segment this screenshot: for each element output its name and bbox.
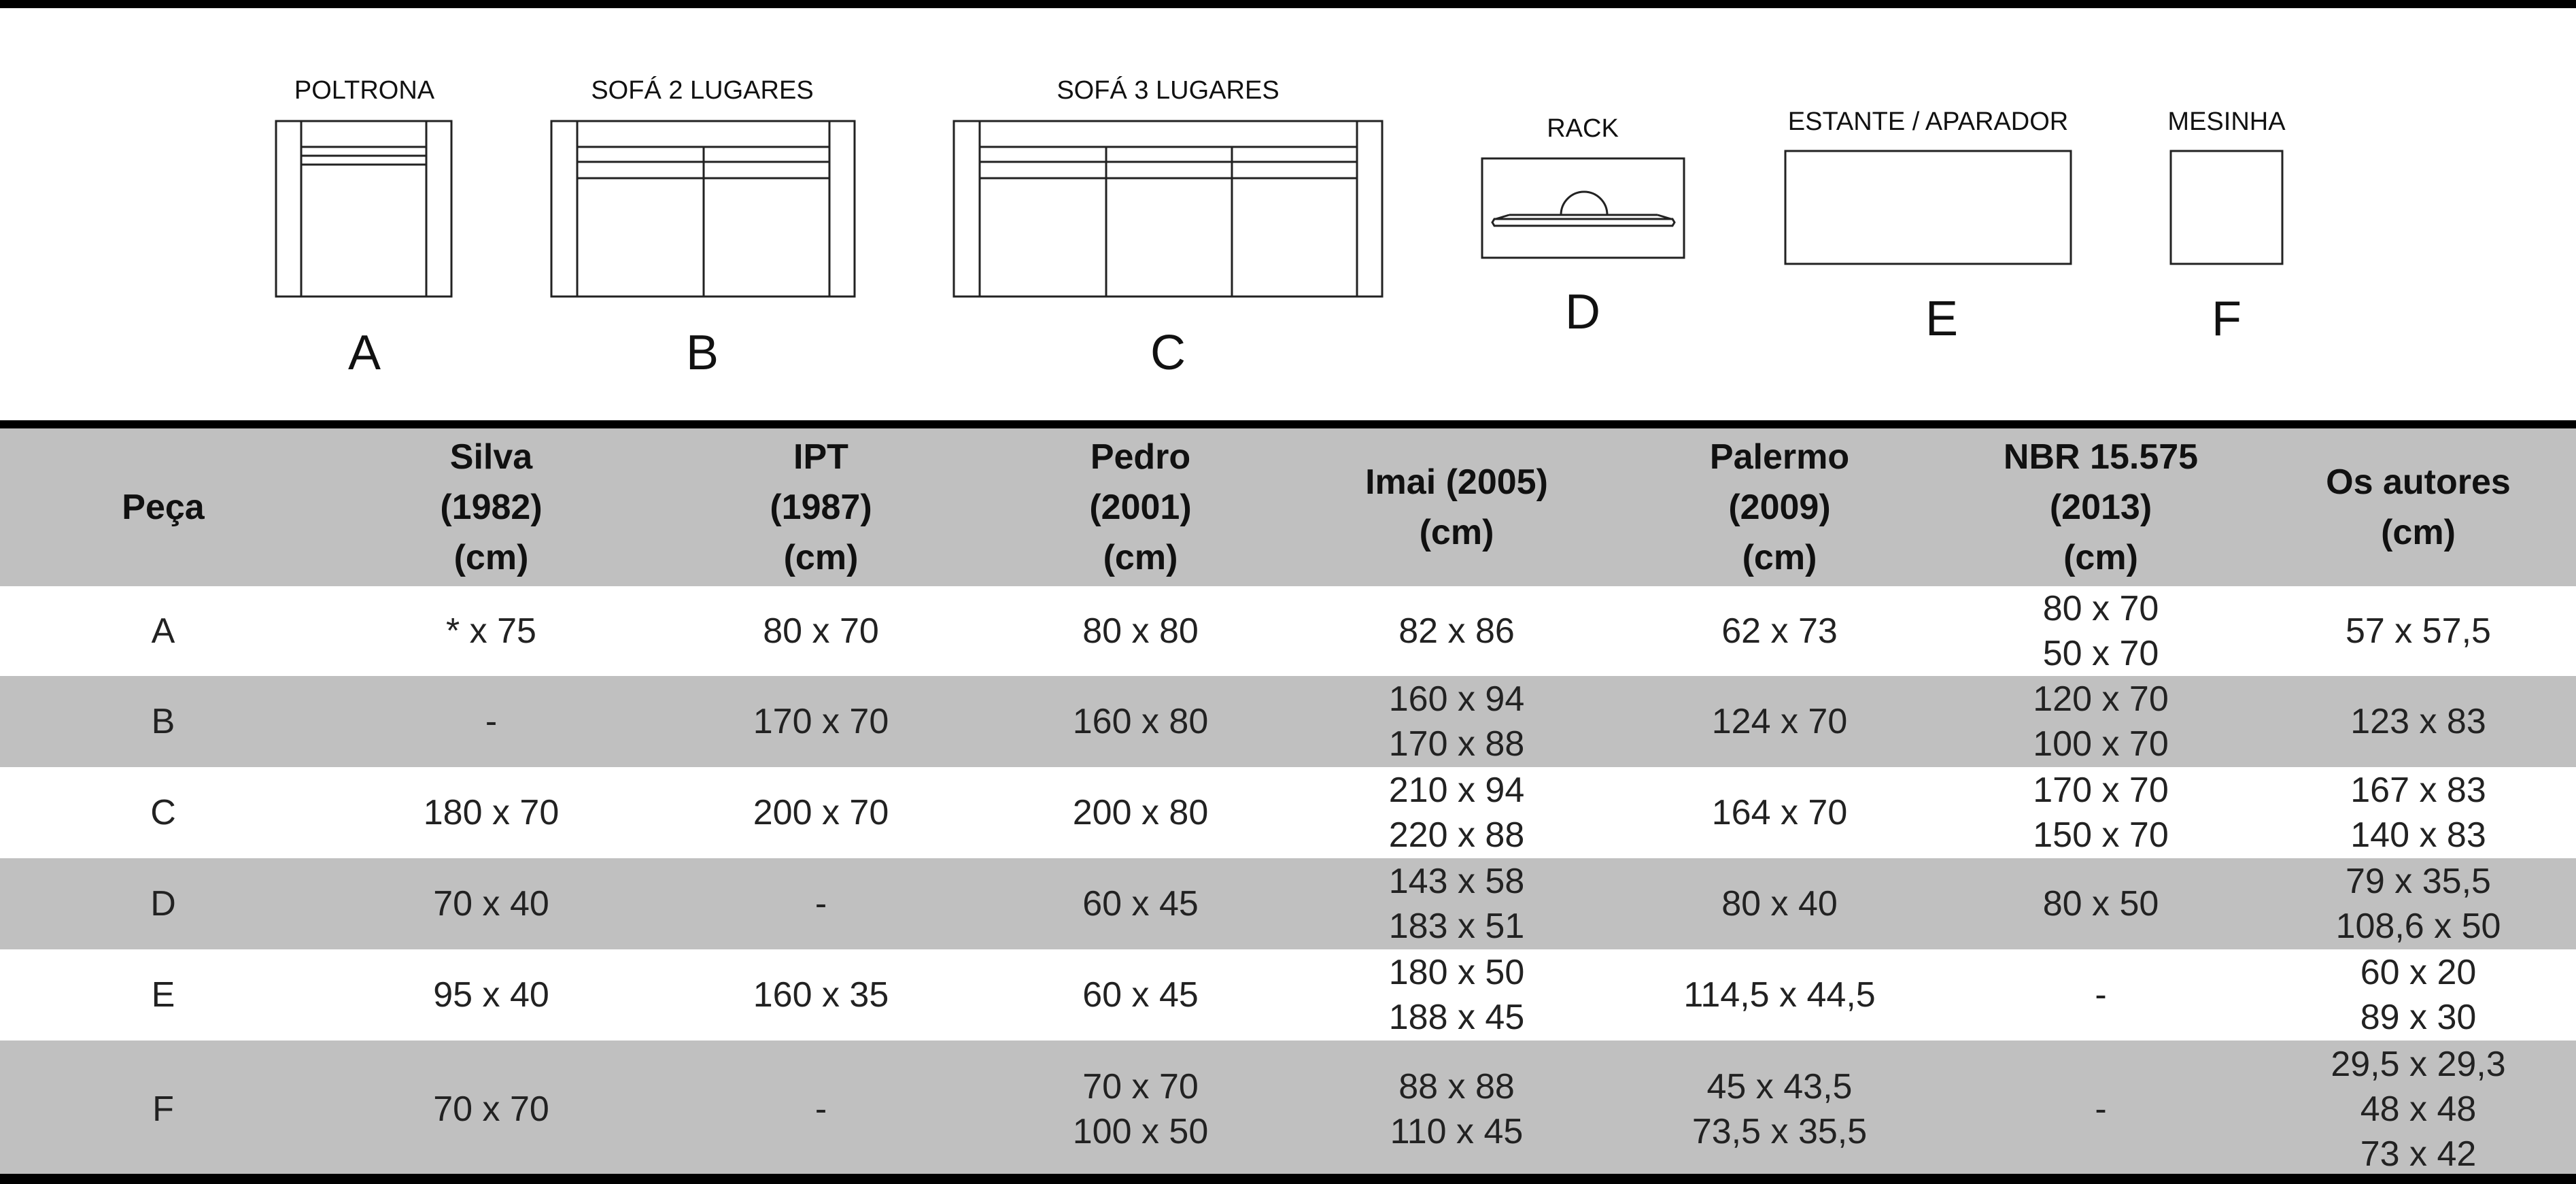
table-row [0,767,2576,858]
cell-value: 70 x 70 [1082,1067,1199,1106]
cell-value: 180 x 50 [1388,953,1525,992]
cell-value: 88 x 88 [1398,1067,1515,1106]
label-sofa-2-lugares: SOFÁ 2 LUGARES [591,76,814,105]
cell-value: E [151,975,175,1015]
column-header-line: IPT [793,437,848,477]
cell-value: 114,5 x 44,5 [1683,975,1876,1015]
cell-value: 200 x 70 [753,793,889,832]
column-header-line: (cm) [1742,538,1817,577]
cell-value: 80 x 80 [1082,611,1199,651]
column-header [2261,428,2576,586]
sofa-3-lugares-drawing [954,121,1382,297]
cell-value: 167 x 83 [2350,771,2486,810]
column-header-line: Palermo [1709,437,1850,477]
cell-value: 200 x 80 [1072,793,1209,832]
cell-value: * x 75 [446,611,536,651]
cell-value: 160 x 94 [1388,679,1525,719]
dimension-cell [1295,1041,1618,1178]
piece-cell [0,1041,326,1178]
column-header-line: (cm) [2381,513,2456,552]
dimension-cell [1941,767,2261,858]
dimension-cell [2261,1041,2576,1178]
dimension-cell [656,767,986,858]
piece-cell [0,858,326,949]
column-header-line: (cm) [783,538,859,577]
cell-value: 124 x 70 [1711,702,1848,741]
rack-drawing [1482,158,1684,258]
cell-value: 164 x 70 [1711,793,1848,832]
cell-value: 210 x 94 [1388,771,1525,810]
dimension-cell [1941,1041,2261,1178]
piece-cell [0,676,326,767]
column-header [656,428,986,586]
letter-d: D [1565,285,1600,339]
cell-value: 100 x 50 [1072,1112,1209,1151]
cell-value: 73,5 x 35,5 [1691,1112,1868,1151]
column-header [0,428,326,586]
cell-value: 70 x 40 [433,884,549,924]
cell-value: 100 x 70 [2033,724,2169,764]
column-header-line: Peça [122,488,205,527]
cell-value: 123 x 83 [2350,702,2486,741]
cell-value: 45 x 43,5 [1706,1067,1853,1106]
dimension-cell [326,676,656,767]
table-row [0,586,2576,676]
dimension-cell [1618,676,1941,767]
piece-cell [0,767,326,858]
cell-value: 80 x 70 [763,611,879,651]
dimension-cell [326,767,656,858]
bottom-border [0,1174,2576,1184]
table-body [0,586,2576,1178]
table-row [0,676,2576,767]
cell-value: 29,5 x 29,3 [2331,1045,2506,1084]
cell-value: 108,6 x 50 [2335,907,2501,946]
label-rack: RACK [1547,114,1619,143]
dimension-cell [986,767,1295,858]
cell-value: 50 x 70 [2042,634,2159,673]
poltrona-drawing [276,121,451,297]
header-row [0,428,2576,586]
dimension-cell [1295,676,1618,767]
dimension-cell [2261,949,2576,1041]
cell-value: 180 x 70 [423,793,560,832]
column-header-line: (cm) [453,538,529,577]
label-sofa-3-lugares: SOFÁ 3 LUGARES [1057,76,1280,105]
column-header-line: Os autores [2326,462,2511,502]
cell-value: 57 x 57,5 [2346,611,2491,651]
dimension-cell [1941,676,2261,767]
cell-value: 73 x 42 [2360,1134,2477,1174]
dimension-cell [986,676,1295,767]
label-mesinha: MESINHA [2167,107,2286,136]
label-poltrona: POLTRONA [294,76,435,105]
cell-value: 82 x 86 [1398,611,1515,651]
letter-c: C [1150,326,1186,380]
cell-value: 60 x 45 [1082,975,1199,1015]
column-header-line: (2009) [1728,488,1831,527]
dimensions-table [0,428,2576,1178]
dimension-cell [1618,767,1941,858]
dimension-cell [2261,858,2576,949]
cell-value: 160 x 35 [753,975,889,1015]
cell-value: 183 x 51 [1388,907,1525,946]
dimension-cell [1941,949,2261,1041]
column-header-line: (2001) [1089,488,1192,527]
column-header [326,428,656,586]
dimension-cell [1295,767,1618,858]
cell-value: 220 x 88 [1388,815,1525,855]
dimension-cell [1618,858,1941,949]
cell-value: 48 x 48 [2360,1089,2477,1129]
section-divider [0,420,2576,428]
column-header [1618,428,1941,586]
table-row [0,858,2576,949]
dimension-cell [656,858,986,949]
cell-value: 95 x 40 [433,975,549,1015]
letter-a: A [347,326,381,380]
column-header-line: (cm) [2063,538,2138,577]
cell-value: 60 x 20 [2360,953,2477,992]
dimension-cell [656,676,986,767]
dimension-cell [1295,586,1618,676]
cell-value: 160 x 80 [1072,702,1209,741]
cell-value: 188 x 45 [1388,998,1525,1037]
cell-value: - [485,702,498,741]
letter-e: E [1925,292,1959,346]
column-header-line: Imai (2005) [1365,462,1548,502]
dimension-cell [1618,1041,1941,1178]
dimension-cell [1618,586,1941,676]
cell-value: 170 x 70 [753,702,889,741]
cell-value: 89 x 30 [2360,998,2477,1037]
cell-value: 70 x 70 [433,1089,549,1129]
dimension-cell [656,586,986,676]
dimension-cell [2261,676,2576,767]
column-header-line: (1982) [440,488,543,527]
cell-value: D [150,884,176,924]
cell-value: B [151,702,175,741]
cell-value: 62 x 73 [1721,611,1838,651]
dimension-cell [1618,949,1941,1041]
cell-value: - [814,884,827,924]
cell-value: - [2095,1089,2107,1129]
column-header-line: Silva [449,437,533,477]
estante-aparador-drawing [1785,151,2071,264]
dimension-cell [326,949,656,1041]
dimension-cell [656,1041,986,1178]
cell-value: - [2095,975,2107,1015]
letter-f: F [2212,292,2242,346]
cell-value: 79 x 35,5 [2346,862,2491,901]
dimension-cell [986,586,1295,676]
column-header-line: (2013) [2049,488,2152,527]
dimension-cell [1295,949,1618,1041]
cell-value: 80 x 50 [2042,884,2159,924]
dimensions-table-wrap [0,428,2576,1174]
furniture-drawings [0,0,2576,420]
column-header-line: (1987) [770,488,872,527]
column-header [1941,428,2261,586]
dimension-cell [986,1041,1295,1178]
cell-value: 170 x 88 [1388,724,1525,764]
dimension-cell [1941,858,2261,949]
cell-value: 143 x 58 [1388,862,1525,901]
dimension-cell [326,858,656,949]
cell-value: 170 x 70 [2033,771,2169,810]
table-header [0,428,2576,586]
dimension-cell [986,858,1295,949]
column-header [1295,428,1618,586]
dimension-cell [1295,858,1618,949]
column-header-line: (cm) [1103,538,1178,577]
piece-cell [0,949,326,1041]
cell-value: 120 x 70 [2033,679,2169,719]
piece-cell [0,586,326,676]
cell-value: 110 x 45 [1390,1112,1524,1151]
letter-b: B [685,326,719,380]
dimension-cell [326,1041,656,1178]
cell-value: C [150,793,176,832]
sofa-2-lugares-drawing [551,121,855,297]
cell-value: 60 x 45 [1082,884,1199,924]
dimension-cell [2261,767,2576,858]
cell-value: 150 x 70 [2033,815,2169,855]
table-row [0,1041,2576,1178]
cell-value: 140 x 83 [2350,815,2486,855]
table-row [0,949,2576,1041]
dimension-cell [1941,586,2261,676]
column-header-line: (cm) [1419,513,1494,552]
cell-value: A [151,611,175,651]
column-header [986,428,1295,586]
cell-value: 80 x 40 [1721,884,1838,924]
cell-value: F [152,1089,174,1129]
cell-value: - [814,1089,827,1129]
label-estante-aparador: ESTANTE / APARADOR [1787,107,2069,136]
cell-value: 80 x 70 [2042,589,2159,628]
column-header-line: Pedro [1090,437,1191,477]
mesinha-drawing [2171,151,2282,264]
dimension-cell [2261,586,2576,676]
dimension-cell [326,586,656,676]
dimension-cell [656,949,986,1041]
column-header-line: NBR 15.575 [2003,437,2199,477]
dimension-cell [986,949,1295,1041]
